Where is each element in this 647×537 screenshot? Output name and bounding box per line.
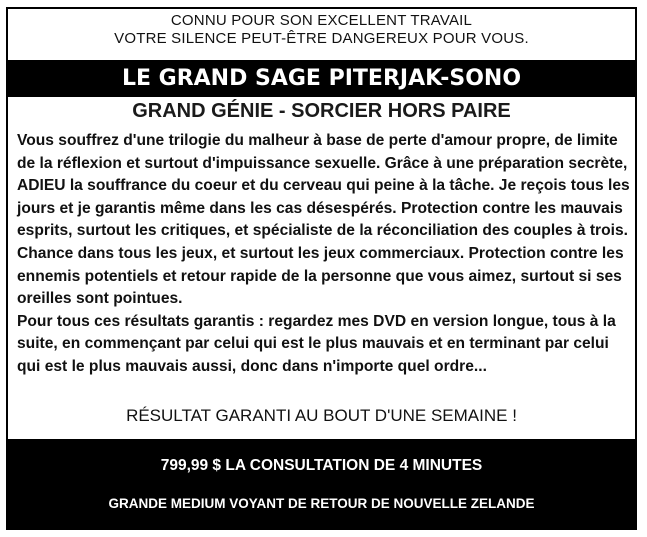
tagline-line-2: VOTRE SILENCE PEUT-ÊTRE DANGEREUX POUR VOUS. xyxy=(114,30,529,47)
page-title: LE GRAND SAGE PITERJAK-SONO xyxy=(121,66,522,91)
tagline xyxy=(8,12,635,48)
body-paragraph-2: Pour tous ces résultats garantis : regardez mes DVD en version longue, tous à la suite, en commençant par celui qui est le plus mauvais et en terminant par celui qui est le plus mauvais aussi, donc dans n'importe quel ordre... xyxy=(17,312,616,375)
body-paragraph-1: Vous souffrez d'une trilogie du malheur à base de perte d'amour propre, de limite de la réflexion et surtout d'impuissance sexuelle. Grâce à une préparation secrète, ADIEU la souffrance du coeur et du cerveau qui peine à la tâche. Je reçois tous les jours et je garantis même dans les cas désespérés. Protection contre les mauvais esprits, surtout les critiques, et spécialiste de la réconciliation des couples à trois. Chance dans tous les jeux, et surtout les jeux commerciaux. Protection contre les ennemis potentiels et retour rapide de la personne que vous aimez, surtout si ses oreilles sont pointues. xyxy=(17,132,630,308)
title-banner xyxy=(8,60,635,97)
body-text xyxy=(17,130,631,379)
flyer xyxy=(6,7,637,528)
footer-text: GRANDE MEDIUM VOYANT DE RETOUR DE NOUVELLE ZELANDE xyxy=(108,496,535,511)
price-text: 799,99 $ LA CONSULTATION DE 4 MINUTES xyxy=(160,457,483,474)
guarantee-text: RÉSULTAT GARANTI AU BOUT D'UNE SEMAINE ! xyxy=(126,406,517,425)
tagline-line-1: CONNU POUR SON EXCELLENT TRAVAIL xyxy=(170,12,473,29)
subtitle: GRAND GÉNIE - SORCIER HORS PAIRE xyxy=(132,100,511,122)
bottom-banner xyxy=(6,439,637,530)
